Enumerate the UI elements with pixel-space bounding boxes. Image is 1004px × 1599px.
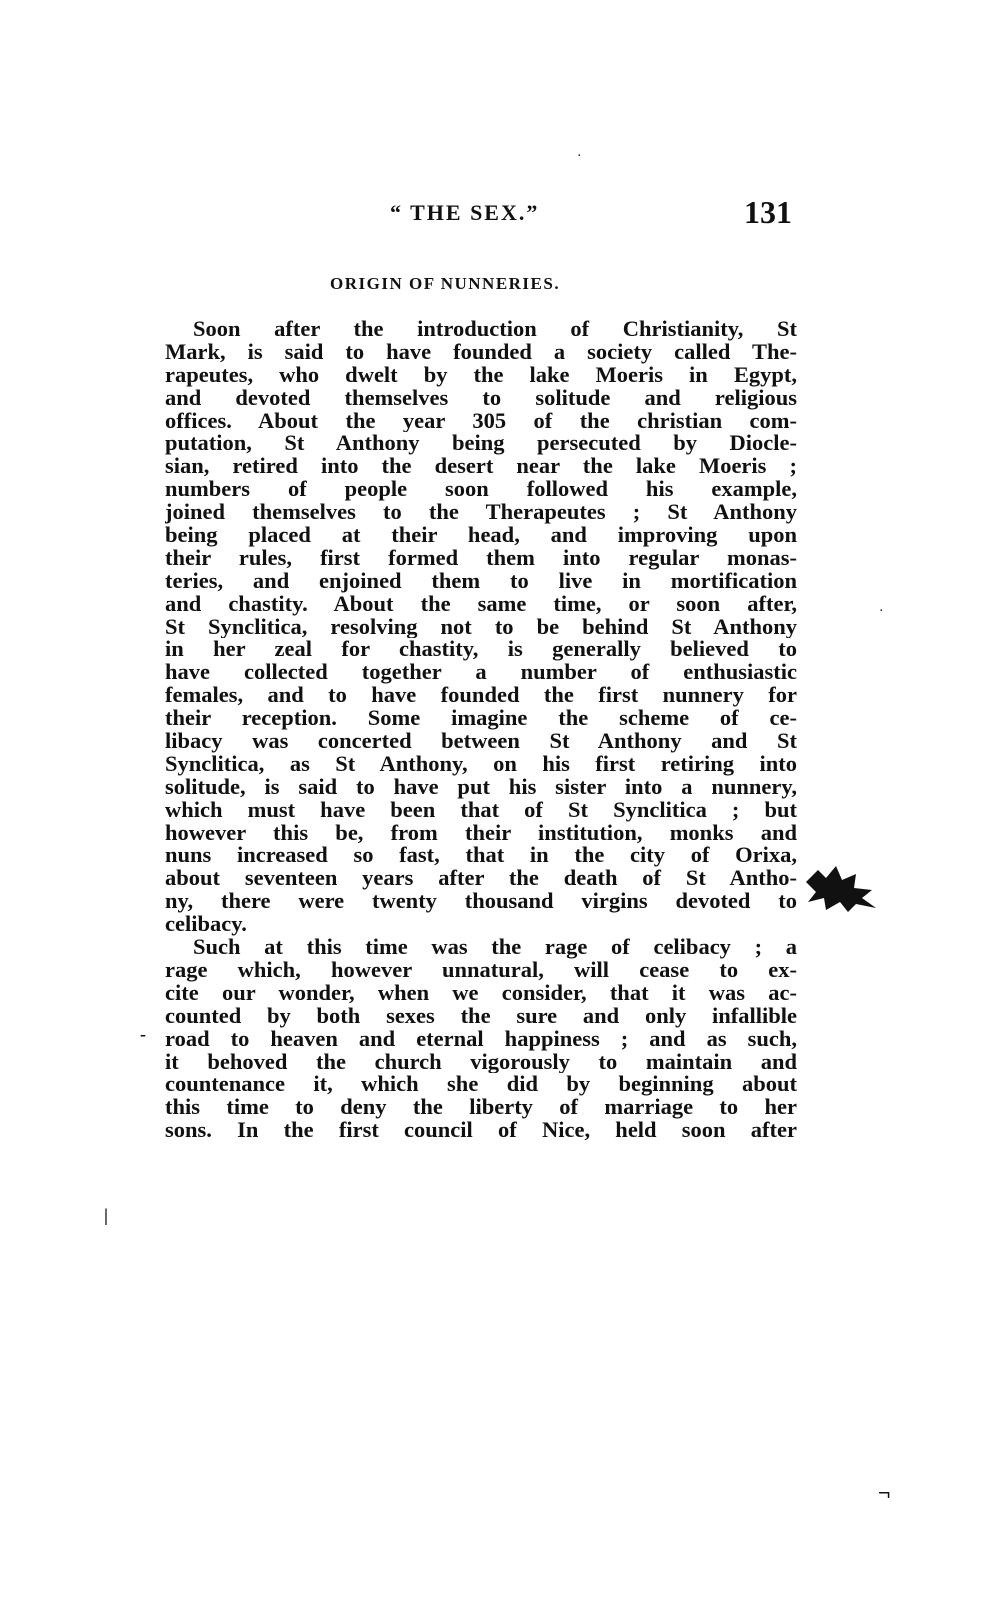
page-number: 131 — [744, 194, 792, 230]
text-line: however this be, from their institution, monks and — [165, 821, 797, 845]
text-line: countenance it, which she did by beginning about — [165, 1073, 797, 1097]
text-line: Such at this time was the rage of celibacy ; a — [193, 936, 797, 959]
text-line: Synclitica, as St Anthony, on his first retiring into — [165, 752, 797, 776]
text-line: have collected together a number of enthusiastic — [165, 661, 797, 685]
text-line: sons. In the first council of Nice, held soon after — [165, 1119, 797, 1143]
text-line: and chastity. About the same time, or soon after, — [165, 592, 797, 616]
text-line: rage which, however unnatural, will cease to ex- — [165, 958, 797, 982]
text-line: which must have been that of St Synclitica ; but — [165, 798, 797, 822]
margin-mark: | — [104, 1205, 108, 1225]
ink-blot — [796, 862, 880, 914]
text-line: their reception. Some imagine the scheme of ce- — [165, 707, 797, 731]
text-line: joined themselves to the Therapeutes ; St Anthony — [165, 501, 797, 525]
text-line: being placed at their head, and improving upon — [165, 524, 797, 547]
text-line: Soon after the introduction of Christianity, St — [193, 318, 797, 341]
text-line: nuns increased so fast, that in the city of Orixa, — [165, 844, 797, 868]
text-line: libacy was concerted between St Anthony and St — [165, 730, 797, 753]
margin-mark: ¬ — [878, 1480, 891, 1505]
text-line: cite our wonder, when we consider, that it was ac- — [165, 981, 797, 1005]
body-text — [165, 318, 797, 1142]
text-line: St Synclitica, resolving not to be behind St Anthony — [165, 615, 797, 639]
text-line: it behoved the church vigorously to maintain and — [165, 1050, 797, 1074]
margin-mark: . — [880, 603, 883, 614]
text-line: putation, St Anthony being persecuted by Diocle- — [165, 432, 797, 456]
text-line: this time to deny the liberty of marriage to her — [165, 1096, 797, 1120]
paragraph-2 — [165, 936, 797, 1142]
text-line: offices. About the year 305 of the christian com- — [165, 409, 797, 433]
text-line: in her zeal for chastity, is generally believed to — [165, 638, 797, 662]
text-line: ny, there were twenty thousand virgins devoted to — [165, 890, 797, 914]
text-line: road to heaven and eternal happiness ; and as such, — [165, 1027, 797, 1051]
margin-mark: - — [140, 1024, 146, 1044]
text-line: solitude, is said to have put his sister into a nunnery, — [165, 775, 797, 799]
paragraph-1 — [165, 318, 797, 936]
text-line: Mark, is said to have founded a society called The- — [165, 340, 797, 364]
text-line: and devoted themselves to solitude and religious — [165, 386, 797, 410]
text-line: counted by both sexes the sure and only infallible — [165, 1004, 797, 1028]
text-line: teries, and enjoined them to live in mortification — [165, 569, 797, 593]
text-line: about seventeen years after the death of St Antho- — [165, 867, 797, 891]
text-line: numbers of people soon followed his example, — [165, 478, 797, 502]
text-line: sian, retired into the desert near the lake Moeris ; — [165, 455, 797, 479]
text-line: females, and to have founded the first nunnery for — [165, 684, 797, 708]
running-title: “ THE SEX.” — [390, 200, 540, 225]
section-heading: ORIGIN OF NUNNERIES. — [330, 274, 561, 293]
margin-mark: . — [578, 148, 581, 159]
text-line: celibacy. — [165, 913, 247, 937]
text-line: rapeutes, who dwelt by the lake Moeris in Egypt, — [165, 363, 797, 387]
text-line: their rules, first formed them into regular monas- — [165, 546, 797, 570]
